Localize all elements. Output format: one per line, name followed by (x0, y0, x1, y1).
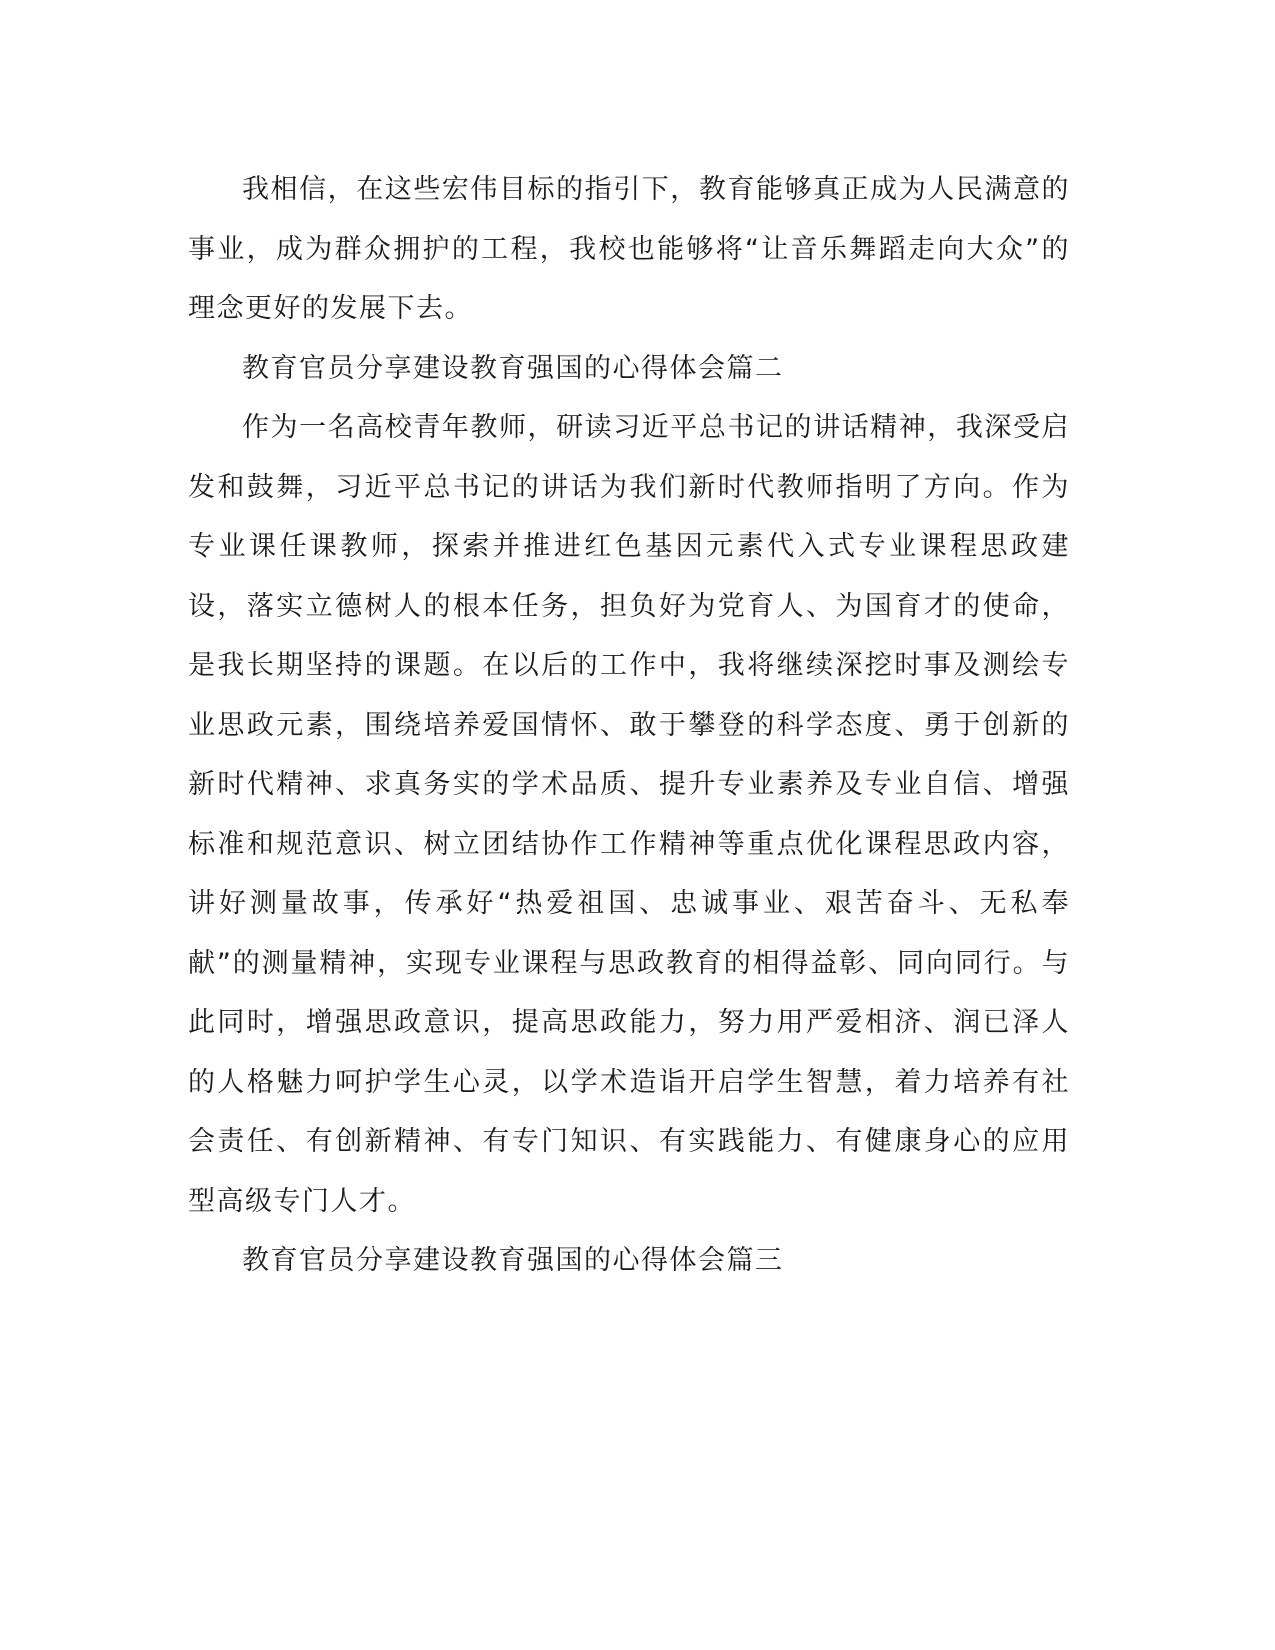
document-body (188, 160, 1070, 1291)
paragraph-intro: 我相信，在这些宏伟目标的指引下，教育能够真正成为人民满意的事业，成为群众拥护的工程，我校也能够将“让音乐舞蹈走向大众”的理念更好的发展下去。 (188, 174, 1070, 324)
section-heading-part-three: 教育官员分享建设教育强国的心得体会篇三 (242, 1245, 784, 1276)
paragraph-part-two: 作为一名高校青年教师，研读习近平总书记的讲话精神，我深受启发和鼓舞，习近平总书记的讲话为我们新时代教师指明了方向。作为专业课任课教师，探索并推进红色基因元素代入式专业课程思政建设，落实立德树人的根本任务，担负好为党育人、为国育才的使命，是我长期坚持的课题。在以后的工作中，我将继续深挖时事及测绘专业思政元素，围绕培养爱国情怀、敢于攀登的科学态度、勇于创新的新时代精神、求真务实的学术品质、提升专业素养及专业自信、增强标准和规范意识、树立团结协作工作精神等重点优化课程思政内容，讲好测量故事，传承好“热爱祖国、忠诚事业、艰苦奋斗、无私奉献”的测量精神，实现专业课程与思政教育的相得益彰、同向同行。与此同时，增强思政意识，提高思政能力，努力用严爱相济、润已泽人的人格魅力呵护学生心灵，以学术造诣开启学生智慧，着力培养有社会责任、有创新精神、有专门知识、有实践能力、有健康身心的应用型高级专门人才。 (188, 412, 1070, 1217)
section-heading-part-two: 教育官员分享建设教育强国的心得体会篇二 (242, 352, 784, 384)
